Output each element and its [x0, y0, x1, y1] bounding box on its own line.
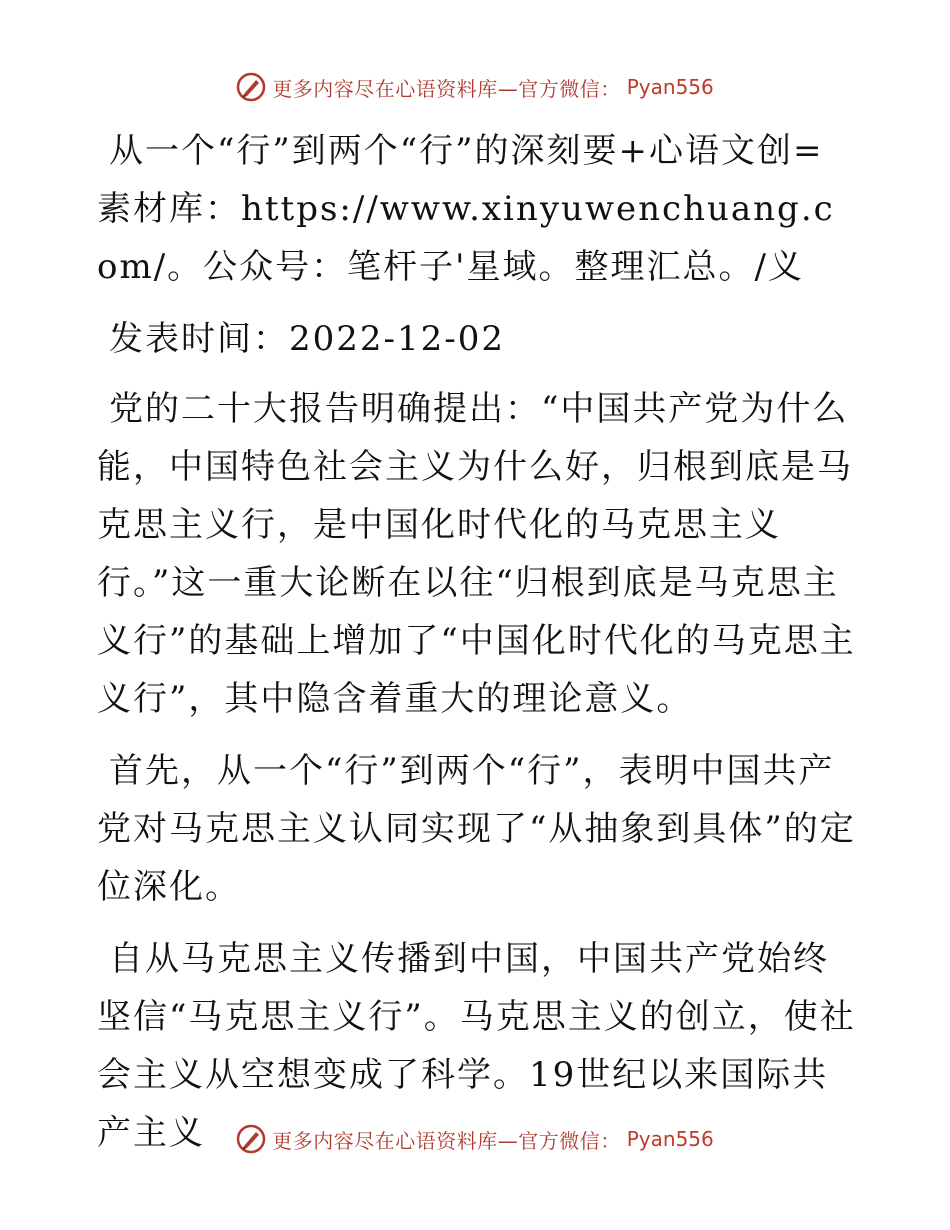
footer-watermark: [0, 1124, 950, 1154]
header-watermark: [0, 72, 950, 102]
watermark-text: 更多内容尽在心语资料库—官方微信：: [272, 76, 621, 101]
watermark-text: 更多内容尽在心语资料库—官方微信：: [272, 1128, 621, 1153]
paragraph: 党的二十大报告明确提出：“中国共产党为什么能，中国特色社会主义为什么好，归根到底是马克思主义行，是中国化时代化的马克思主义行。”这一重大论断在以往“归根到底是马克思主义行”的基础上增加了“中国化时代化的马克思主义行”，其中隐含着重大的理论意义。: [97, 389, 856, 719]
publish-date: 发表时间：2022-12-02: [109, 319, 506, 359]
paragraph: 自从马克思主义传播到中国，中国共产党始终坚信“马克思主义行”。马克思主义的创立，使社会主义从空想变成了科学。19世纪以来国际共产主义: [97, 939, 856, 1153]
watermark-wechat-id: Pyan556: [626, 1127, 714, 1151]
watermark-wechat-id: Pyan556: [626, 75, 714, 99]
quill-logo-icon: [236, 1124, 266, 1154]
paragraph: 首先，从一个“行”到两个“行”，表明中国共产党对马克思主义认同实现了“从抽象到具体”的定位深化。: [97, 751, 856, 907]
document-body: [97, 122, 857, 1162]
quill-logo-icon: [236, 72, 266, 102]
document-title: 从一个“行”到两个“行”的深刻要+心语文创=素材库：https://www.xinyuwenchuang.com/。公众号：笔杆子'星域。整理汇总。/义: [97, 131, 835, 287]
